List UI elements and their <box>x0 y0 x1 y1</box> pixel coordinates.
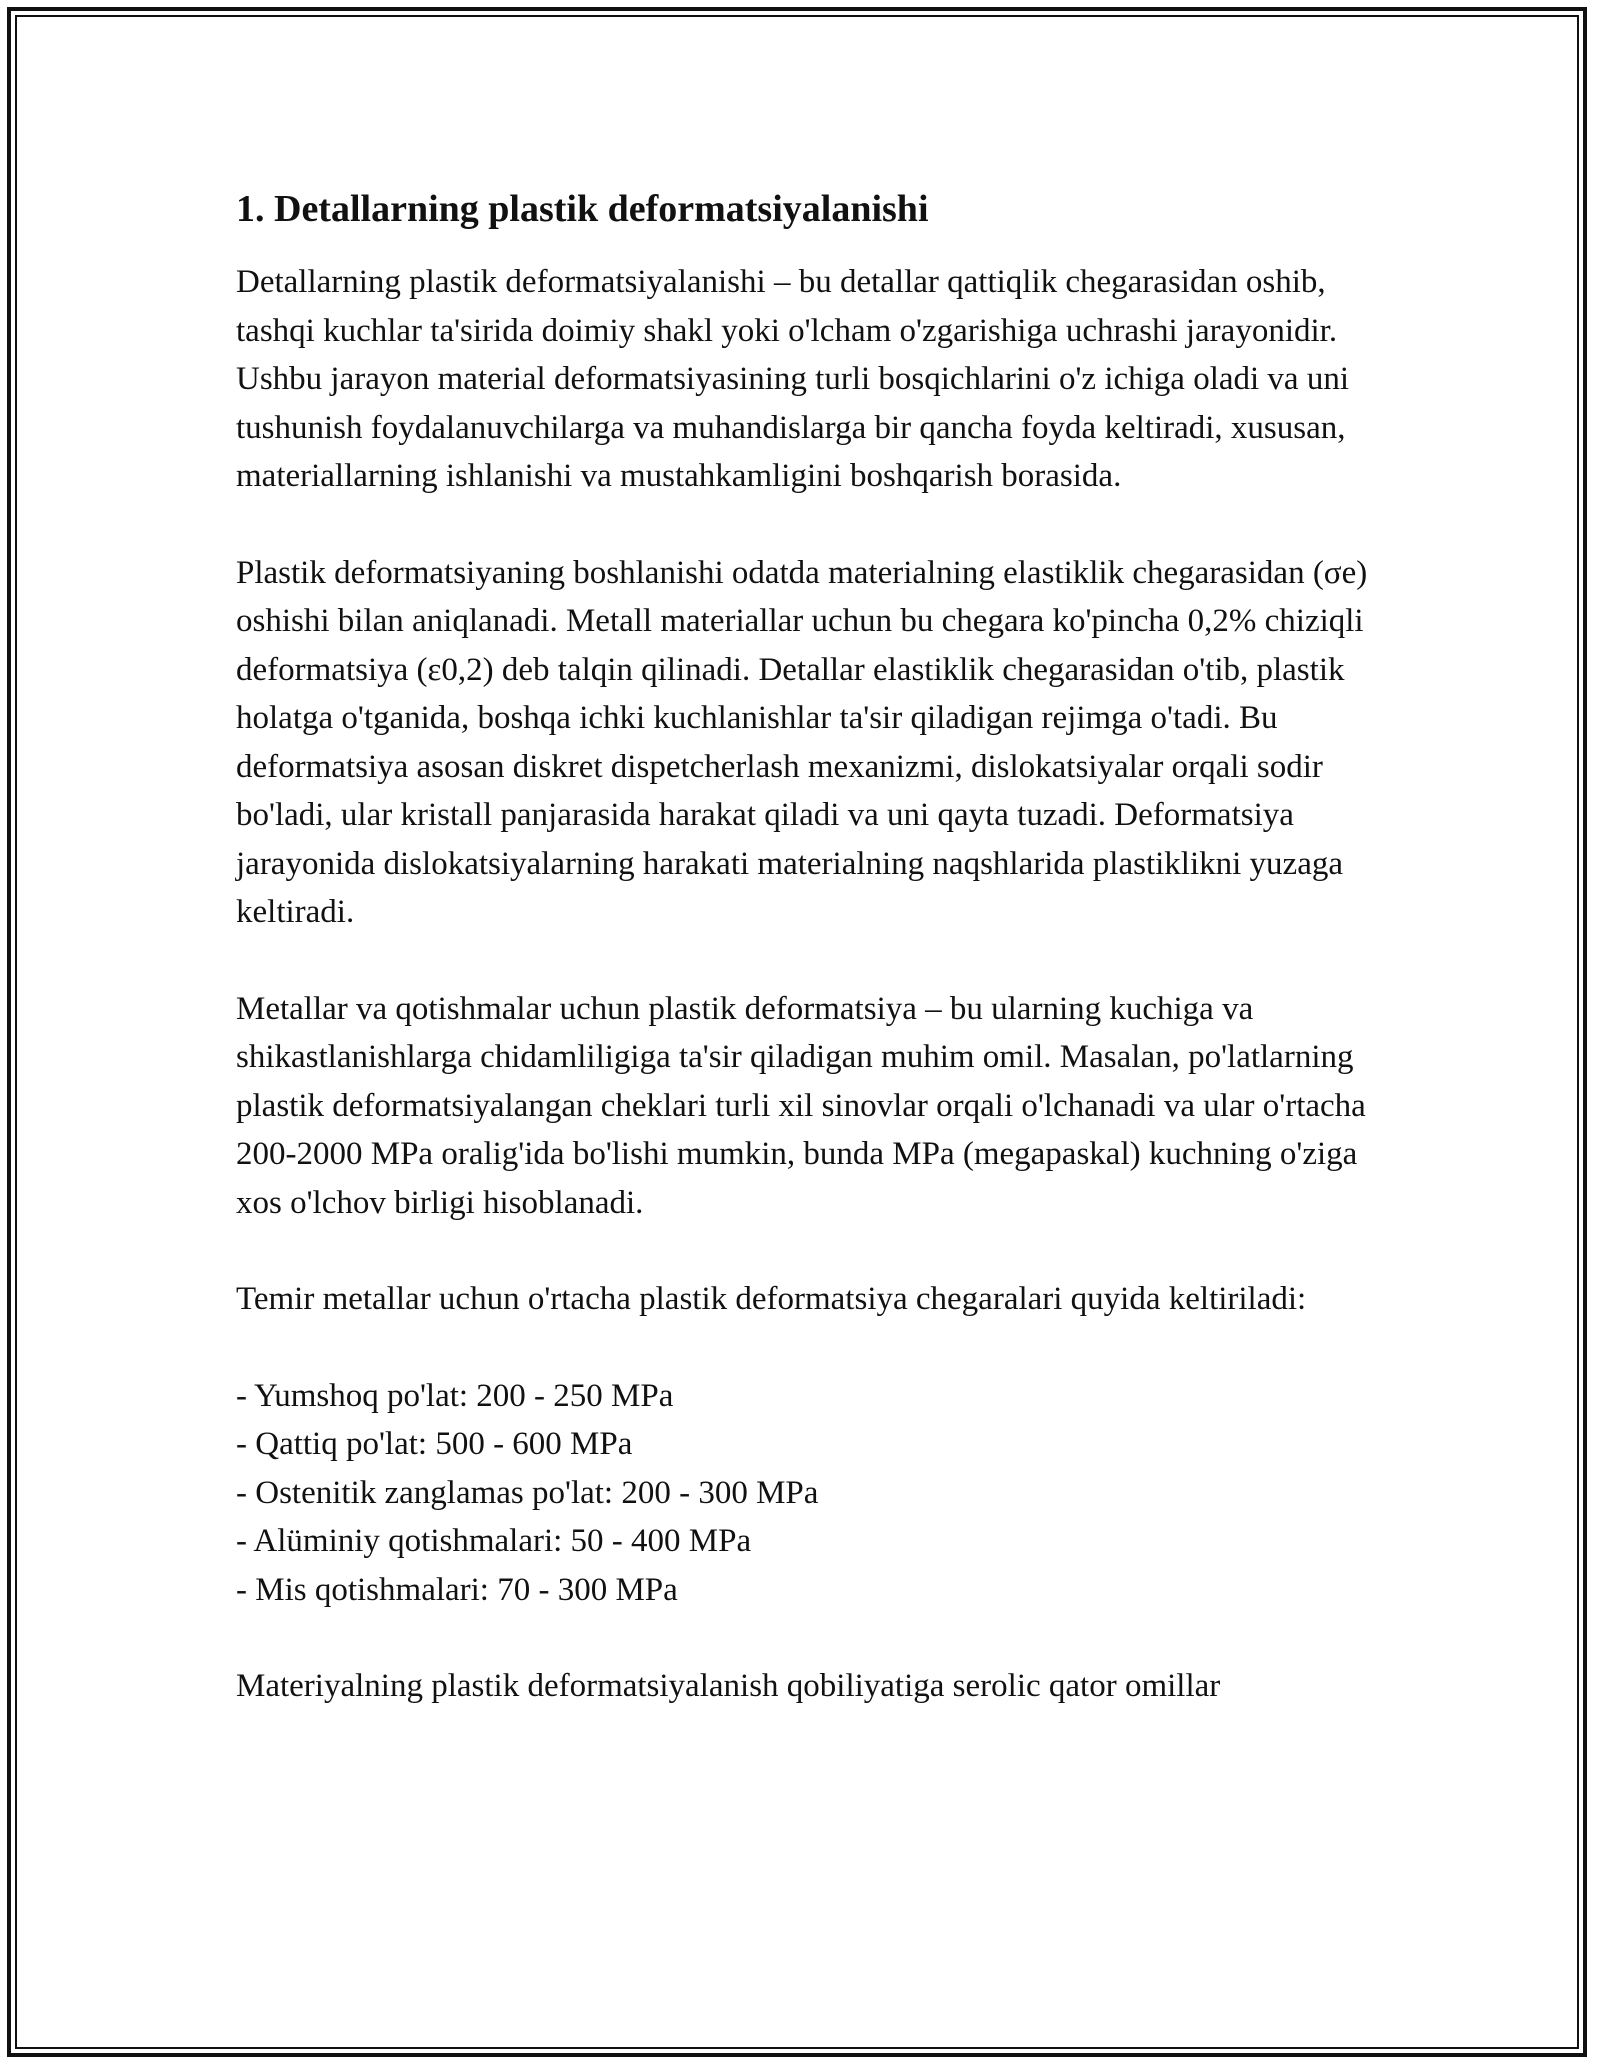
list-item: - Yumshoq po'lat: 200 - 250 MPa <box>236 1377 674 1414</box>
list-item: - Mis qotishmalari: 70 - 300 MPa <box>236 1571 678 1608</box>
paragraph-list-intro: Temir metallar uchun o'rtacha plastik deformatsiya chegaralari quyida keltiriladi: <box>236 1281 1307 1317</box>
list-item: - Alüminiy qotishmalari: 50 - 400 MPa <box>236 1523 752 1559</box>
document-body <box>236 185 1376 1759</box>
yield-limits-list <box>236 1372 1376 1615</box>
paragraph-metals: Metallar va qotishmalar uchun plastik deformatsiya – bu ularning kuchiga va shikastlanishlarga chidamliligiga ta'sir qiladigan muhim omil. Masalan, po'latlarning plastik deformatsiyalangan cheklari turli xil sinovlar orqali o'lchanadi va ular o'rtacha 200-2000 MPa oralig'ida bo'lishi mumkin, bunda MPa (megapaskal) kuchning o'ziga xos o'lchov birligi hisoblanadi. <box>236 990 1366 1221</box>
paragraph-intro: Detallarning plastik deformatsiyalanishi – bu detallar qattiqlik chegarasidan oshib, tashqi kuchlar ta'sirida doimiy shakl yoki o'lcham o'zgarishiga uchrashi jarayonidir. Ushbu jarayon material deformatsiyasining turli bosqichlarini o'z ichiga oladi va uni tushunish foydalanuvchilarga va muhandislarga bir qancha foyda keltiradi, xususan, materiallarning ishlanishi va mustahkamligini boshqarish borasida. <box>236 264 1349 494</box>
paragraph-onset: Plastik deformatsiyaning boshlanishi odatda materialning elastiklik chegarasidan (σe) oshishi bilan aniqlanadi. Metall materiallar uchun bu chegara ko'pincha 0,2% chiziqli deformatsiya (ε0,2) deb talqin qilinadi. Detallar elastiklik chegarasidan o'tib, plastik holatga o'tganida, boshqa ichki kuchlanishlar ta'sir qiladigan rejimga o'tadi. Bu deformatsiya asosan diskret dispetcherlash mexanizmi, dislokatsiyalar orqali sodir bo'ladi, ular kristall panjarasida harakat qiladi va uni qayta tuzadi. Deformatsiya jarayonida dislokatsiyalarning harakati materialning naqshlarida plastiklikni yuzaga keltiradi. <box>236 554 1368 930</box>
list-item: - Qattiq po'lat: 500 - 600 MPa <box>236 1426 633 1462</box>
paragraph-closing: Materiyalning plastik deformatsiyalanish qobiliyatiga serolic qator omillar <box>236 1668 1221 1704</box>
list-item: - Ostenitik zanglamas po'lat: 200 - 300 MPa <box>236 1474 819 1511</box>
section-heading: 1. Detallarning plastik deformatsiyalanishi <box>236 188 929 230</box>
